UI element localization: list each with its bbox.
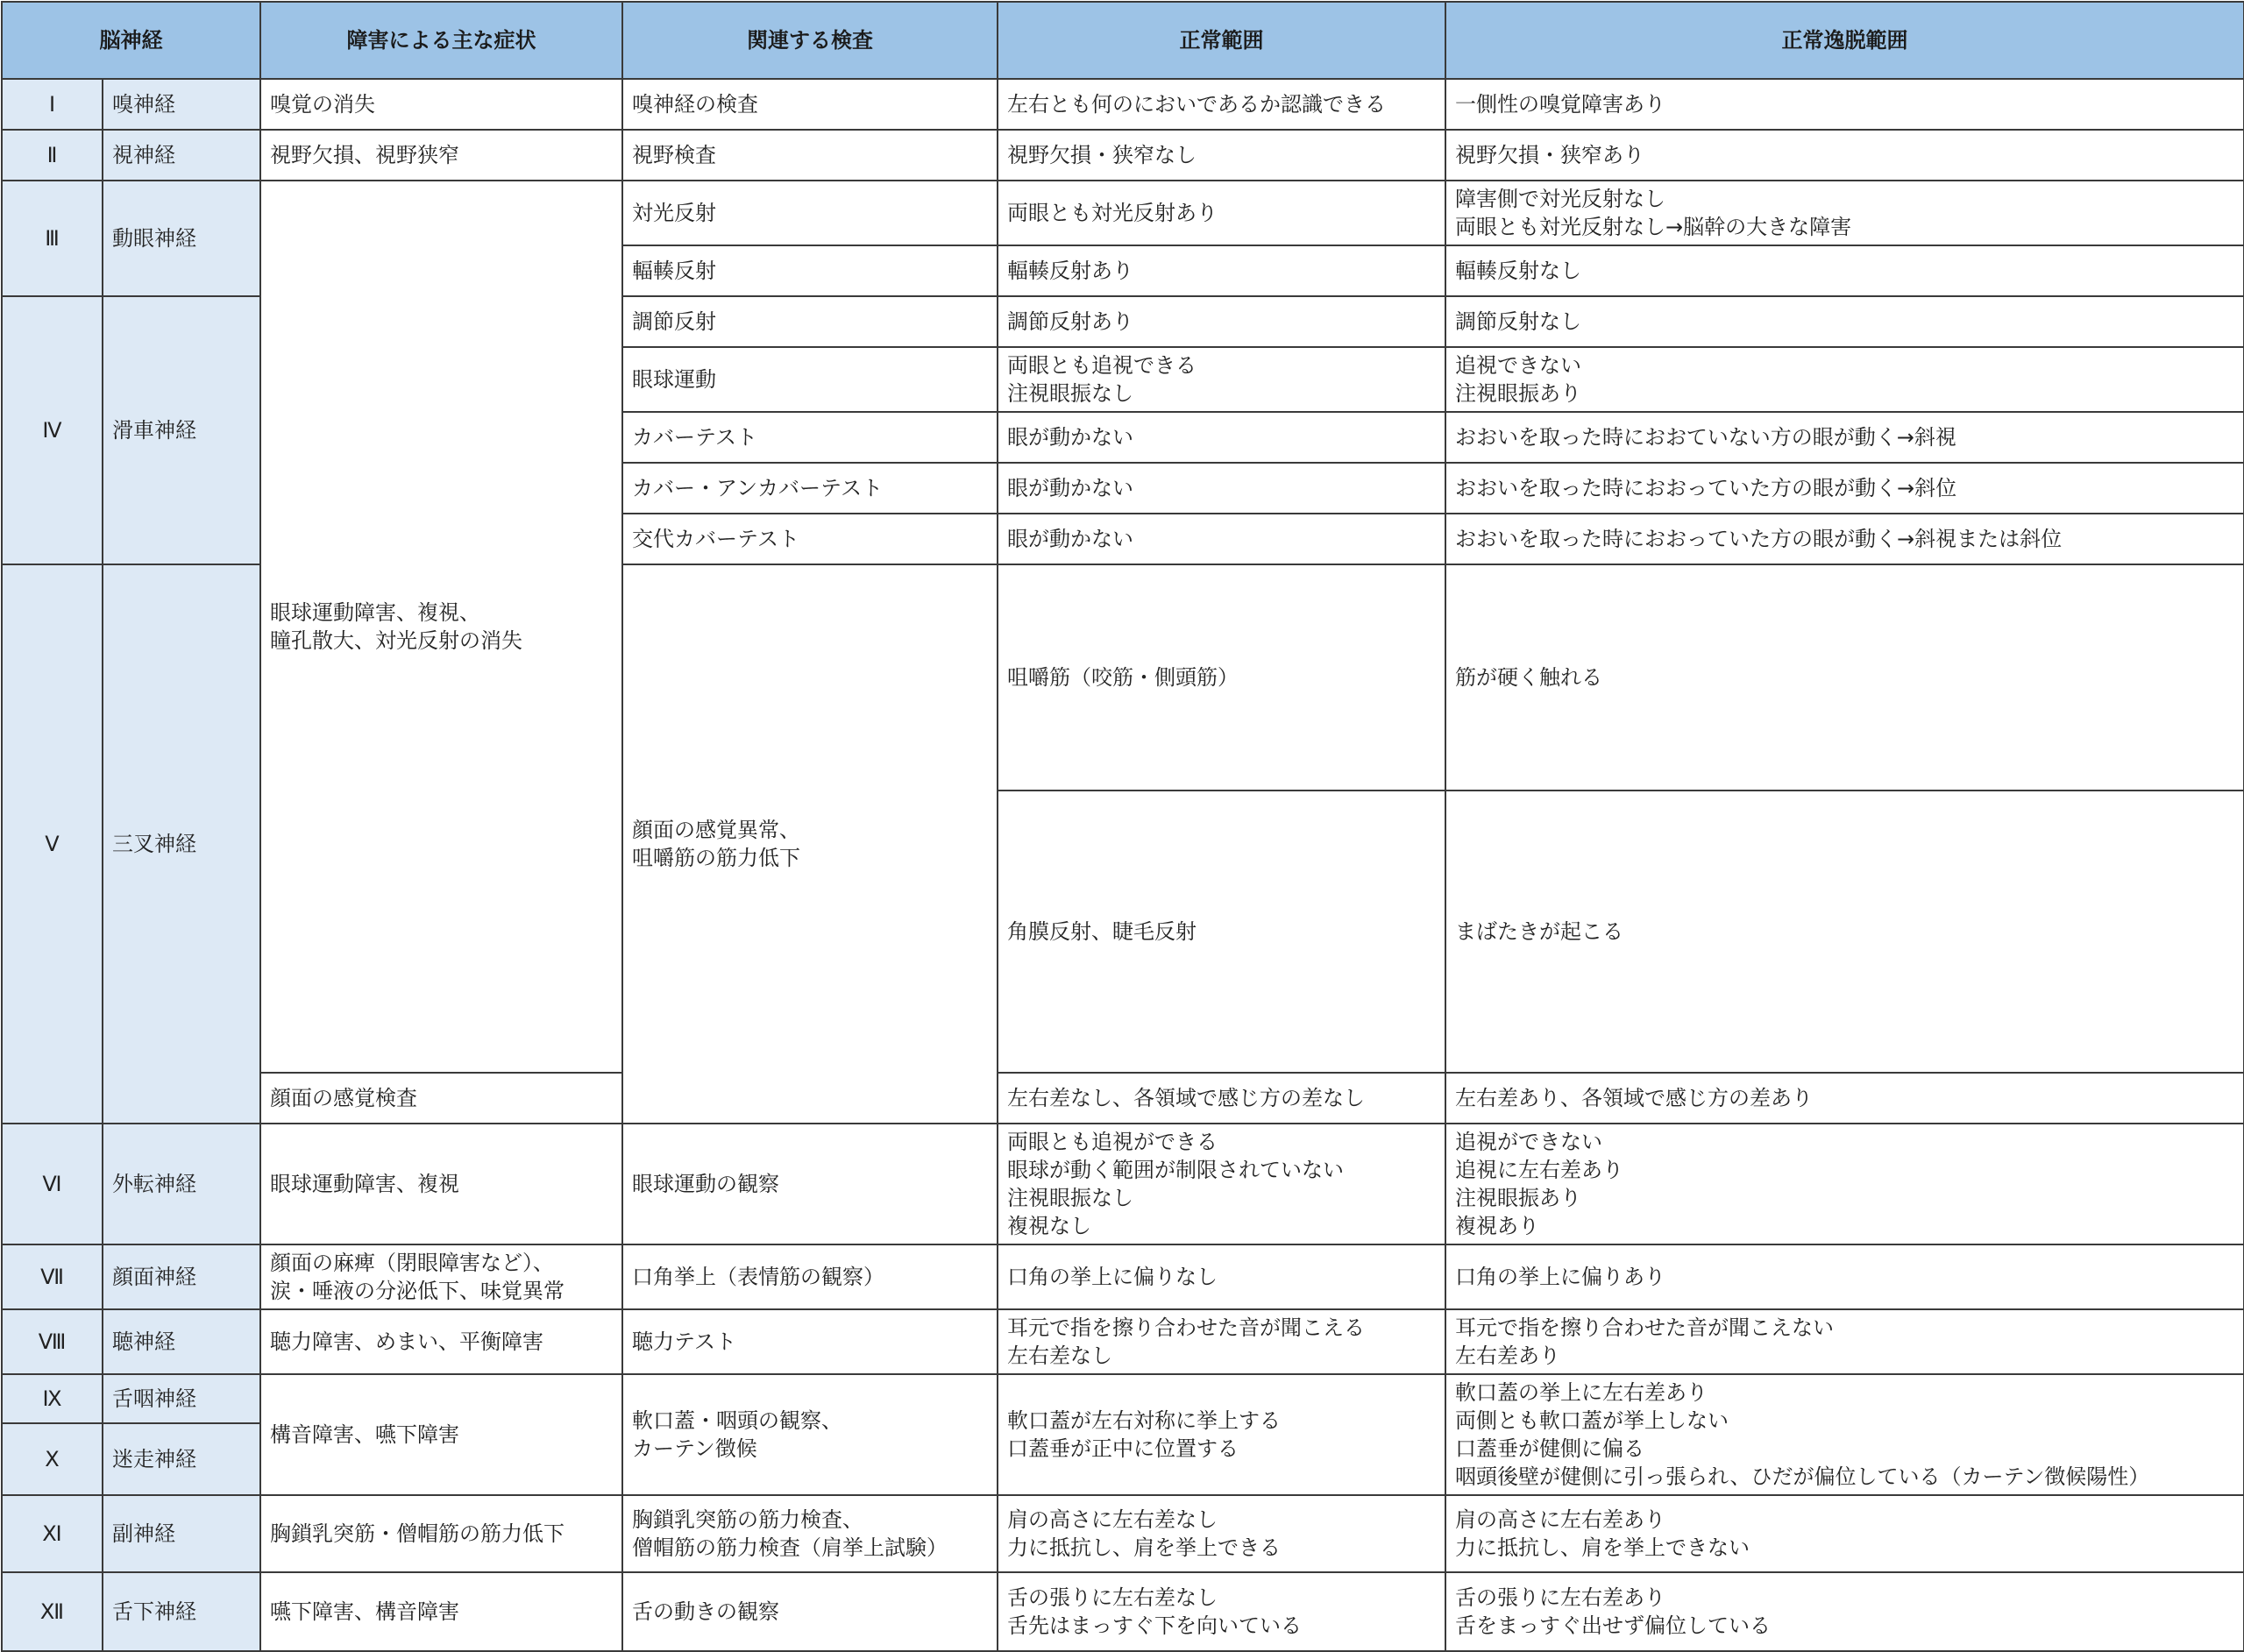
test-cell: 軟口蓋・咽頭の観察、 カーテン徴候 xyxy=(622,1374,998,1495)
nerve-name: 滑車神経 xyxy=(103,296,260,564)
nerve-number: Ⅹ xyxy=(2,1423,103,1495)
normal-cell: 軟口蓋が左右対称に挙上する 口蓋垂が正中に位置する xyxy=(998,1374,1445,1495)
symptom-cell: 嗅覚の消失 xyxy=(260,79,622,130)
symptom-cell: 聴力障害、めまい、平衡障害 xyxy=(260,1309,622,1374)
abnormal-cell: 耳元で指を擦り合わせた音が聞こえない 左右差あり xyxy=(1445,1309,2244,1374)
test-cell: 口角挙上（表情筋の観察） xyxy=(622,1244,998,1309)
symptom-cell: 視野欠損、視野狭窄 xyxy=(260,130,622,181)
cranial-nerve-table xyxy=(1,1,2244,1652)
normal-cell: 両眼とも対光反射あり xyxy=(998,181,1445,245)
header-tests: 関連する検査 xyxy=(622,2,998,79)
nerve-number: Ⅸ xyxy=(2,1374,103,1423)
abnormal-cell: おおいを取った時におおっていた方の眼が動く→斜視または斜位 xyxy=(1445,514,2244,564)
symptom-cell: 構音障害、嚥下障害 xyxy=(260,1374,622,1495)
normal-cell: 眼が動かない xyxy=(998,463,1445,514)
abnormal-cell: 肩の高さに左右差あり 力に抵抗し、肩を挙上できない xyxy=(1445,1495,2244,1572)
abnormal-cell: 追視ができない 追視に左右差あり 注視眼振あり 複視あり xyxy=(1445,1124,2244,1244)
header-normal-range: 正常範囲 xyxy=(998,2,1445,79)
nerve-number: Ⅴ xyxy=(2,564,103,1124)
normal-cell: 視野欠損・狭窄なし xyxy=(998,130,1445,181)
normal-cell: 左右とも何のにおいであるか認識できる xyxy=(998,79,1445,130)
test-cell: 眼球運動の観察 xyxy=(622,1124,998,1244)
nerve-number: Ⅺ xyxy=(2,1495,103,1572)
normal-cell: 両眼とも追視ができる 眼球が動く範囲が制限されていない 注視眼振なし 複視なし xyxy=(998,1124,1445,1244)
symptom-cell: 眼球運動障害、複視 xyxy=(260,1124,622,1244)
test-cell: 輻輳反射 xyxy=(622,245,998,296)
table-row xyxy=(2,1309,2244,1374)
nerve-number: Ⅲ xyxy=(2,181,103,296)
test-cell: 舌の動きの観察 xyxy=(622,1572,998,1651)
nerve-name: 迷走神経 xyxy=(103,1423,260,1495)
nerve-name: 三叉神経 xyxy=(103,564,260,1124)
abnormal-cell: 調節反射なし xyxy=(1445,296,2244,347)
nerve-number: Ⅳ xyxy=(2,296,103,564)
test-cell: 交代カバーテスト xyxy=(622,514,998,564)
nerve-number: Ⅱ xyxy=(2,130,103,181)
normal-cell: 両眼とも追視できる 注視眼振なし xyxy=(998,347,1445,412)
normal-cell: 筋が硬く触れる xyxy=(1445,564,2244,791)
symptom-cell: 眼球運動障害、複視、 瞳孔散大、対光反射の消失 xyxy=(260,181,622,1073)
abnormal-cell: おおいを取った時におおっていた方の眼が動く→斜位 xyxy=(1445,463,2244,514)
abnormal-cell: 一側性の嗅覚障害あり xyxy=(1445,79,2244,130)
normal-cell: 眼が動かない xyxy=(998,412,1445,463)
table-row xyxy=(2,1374,2244,1423)
normal-cell: 調節反射あり xyxy=(998,296,1445,347)
test-cell: カバーテスト xyxy=(622,412,998,463)
test-cell: 角膜反射、睫毛反射 xyxy=(998,791,1445,1073)
nerve-number: Ⅶ xyxy=(2,1244,103,1309)
nerve-name: 嗅神経 xyxy=(103,79,260,130)
abnormal-cell: おおいを取った時におおていない方の眼が動く→斜視 xyxy=(1445,412,2244,463)
normal-cell: 輻輳反射あり xyxy=(998,245,1445,296)
table-row xyxy=(2,130,2244,181)
abnormal-cell: 視野欠損・狭窄あり xyxy=(1445,130,2244,181)
nerve-number: Ⅵ xyxy=(2,1124,103,1244)
nerve-name: 顔面神経 xyxy=(103,1244,260,1309)
table-row xyxy=(2,1244,2244,1309)
test-cell: 視野検査 xyxy=(622,130,998,181)
test-cell: 胸鎖乳突筋の筋力検査、 僧帽筋の筋力検査（肩挙上試験） xyxy=(622,1495,998,1572)
normal-cell: 眼が動かない xyxy=(998,514,1445,564)
normal-cell: 肩の高さに左右差なし 力に抵抗し、肩を挙上できる xyxy=(998,1495,1445,1572)
nerve-name: 動眼神経 xyxy=(103,181,260,296)
test-cell: 対光反射 xyxy=(622,181,998,245)
symptom-cell: 顔面の感覚異常、 咀嚼筋の筋力低下 xyxy=(622,564,998,1124)
nerve-number: Ⅰ xyxy=(2,79,103,130)
nerve-number: Ⅻ xyxy=(2,1572,103,1651)
table-row xyxy=(2,1495,2244,1572)
table-row xyxy=(2,1124,2244,1244)
table-row xyxy=(2,181,2244,245)
header-row xyxy=(2,2,2244,79)
normal-cell: 舌の張りに左右差なし 舌先はまっすぐ下を向いている xyxy=(998,1572,1445,1651)
test-cell: 嗅神経の検査 xyxy=(622,79,998,130)
abnormal-cell: 追視できない 注視眼振あり xyxy=(1445,347,2244,412)
nerve-name: 舌下神経 xyxy=(103,1572,260,1651)
normal-cell: 左右差なし、各領域で感じ方の差なし xyxy=(998,1073,1445,1124)
abnormal-cell: 左右差あり、各領域で感じ方の差あり xyxy=(1445,1073,2244,1124)
table-row xyxy=(2,1572,2244,1651)
test-cell: 調節反射 xyxy=(622,296,998,347)
abnormal-cell: 舌の張りに左右差あり 舌をまっすぐ出せず偏位している xyxy=(1445,1572,2244,1651)
nerve-name: 外転神経 xyxy=(103,1124,260,1244)
table-row xyxy=(2,79,2244,130)
table-row xyxy=(2,1073,2244,1124)
abnormal-cell: 口角の挙上に偏りあり xyxy=(1445,1244,2244,1309)
symptom-cell: 胸鎖乳突筋・僧帽筋の筋力低下 xyxy=(260,1495,622,1572)
normal-cell: まばたきが起こる xyxy=(1445,791,2244,1073)
nerve-name: 視神経 xyxy=(103,130,260,181)
symptom-cell: 嚥下障害、構音障害 xyxy=(260,1572,622,1651)
nerve-name: 副神経 xyxy=(103,1495,260,1572)
header-symptoms: 障害による主な症状 xyxy=(260,2,622,79)
test-cell: カバー・アンカバーテスト xyxy=(622,463,998,514)
header-abnormal-range: 正常逸脱範囲 xyxy=(1445,2,2244,79)
nerve-name: 舌咽神経 xyxy=(103,1374,260,1423)
test-cell: 顔面の感覚検査 xyxy=(260,1073,622,1124)
test-cell: 咀嚼筋（咬筋・側頭筋） xyxy=(998,564,1445,791)
abnormal-cell: 輻輳反射なし xyxy=(1445,245,2244,296)
header-cranial-nerve: 脳神経 xyxy=(2,2,260,79)
normal-cell: 口角の挙上に偏りなし xyxy=(998,1244,1445,1309)
nerve-number: Ⅷ xyxy=(2,1309,103,1374)
test-cell: 聴力テスト xyxy=(622,1309,998,1374)
abnormal-cell: 障害側で対光反射なし 両眼とも対光反射なし→脳幹の大きな障害 xyxy=(1445,181,2244,245)
normal-cell: 耳元で指を擦り合わせた音が聞こえる 左右差なし xyxy=(998,1309,1445,1374)
test-cell: 眼球運動 xyxy=(622,347,998,412)
abnormal-cell: 軟口蓋の挙上に左右差あり 両側とも軟口蓋が挙上しない 口蓋垂が健側に偏る 咽頭後壁が健側に引っ張られ、ひだが偏位している（カーテン徴候陽性） xyxy=(1445,1374,2244,1495)
symptom-cell: 顔面の麻痺（閉眼障害など）、 涙・唾液の分泌低下、味覚異常 xyxy=(260,1244,622,1309)
nerve-name: 聴神経 xyxy=(103,1309,260,1374)
